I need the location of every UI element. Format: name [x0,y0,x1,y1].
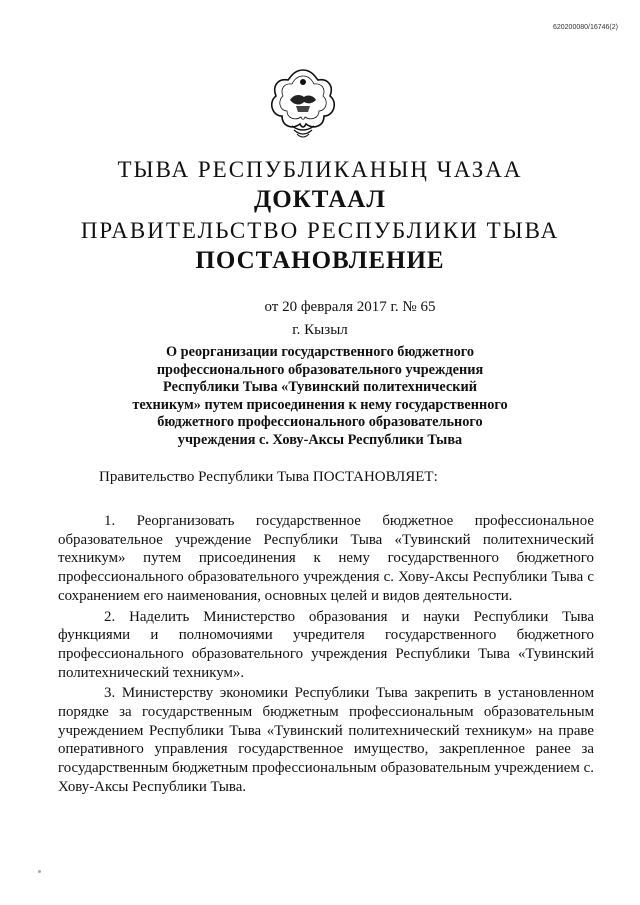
header-postanovlenie: ПОСТАНОВЛЕНИЕ [195,247,445,274]
subject-line: техникум» путем присоединения к нему государственного [132,396,508,413]
paragraph-3: 3. Министерству экономики Республики Тыва закрепить в установленном порядке за государственным бюджетным профессиональным образовательным учреждением Республики Тыва «Тувинский политехнический техникум» на праве оперативного управления государственное имущество, закрепленное ранее за государственным бюджетным профессиональным образовательным учреждением с. Хову-Аксы Республики Тыва. [58,685,594,795]
document-city: г. Кызыл [292,322,348,338]
paragraph-2: 2. Наделить Министерство образования и науки Республики Тыва функциями и полномочиями учредителя государственного бюджетного профессионального образовательного учреждения Республики Тыва «Тувинский политехнический техникум». [58,608,594,681]
subject-line: учреждения с. Хову-Аксы Республики Тыва [177,431,463,448]
subject-line: профессионального образовательного учреждения [156,361,484,378]
document-stamp-number: 620200080/16746(2) [552,24,618,31]
subject-line: О реорганизации государственного бюджетного [165,344,475,360]
subject-line: Республики Тыва «Тувинский политехнический [163,379,477,396]
paragraph-1: 1. Реорганизовать государственное бюджетное профессиональное образовательное учреждение Республики Тыва «Тувинский политехнический техникум» путем присоединения к нему государственного бюджетного профессионального образовательного учреждения с. Хову-Аксы Республики Тыва с сохранением его наименования, основных целей и видов деятельности. [58,513,594,604]
header-government-russian: ПРАВИТЕЛЬСТВО РЕСПУБЛИКИ ТЫВА [80,218,560,243]
header-tyva-government: ТЫВА РЕСПУБЛИКАНЫҢ ЧАЗАА [117,157,523,182]
header-doktaal: ДОКТААЛ [254,186,386,213]
document-subject [130,344,510,450]
coat-of-arms-icon [268,64,338,144]
scan-artifact [38,870,41,873]
preamble: Правительство Республики Тыва ПОСТАНОВЛЯЕТ: [99,469,438,485]
document-date-number: от 20 февраля 2017 г. № 65 [264,299,436,315]
document-body [58,512,594,799]
subject-line: бюджетного профессионального образовательного [157,414,483,431]
